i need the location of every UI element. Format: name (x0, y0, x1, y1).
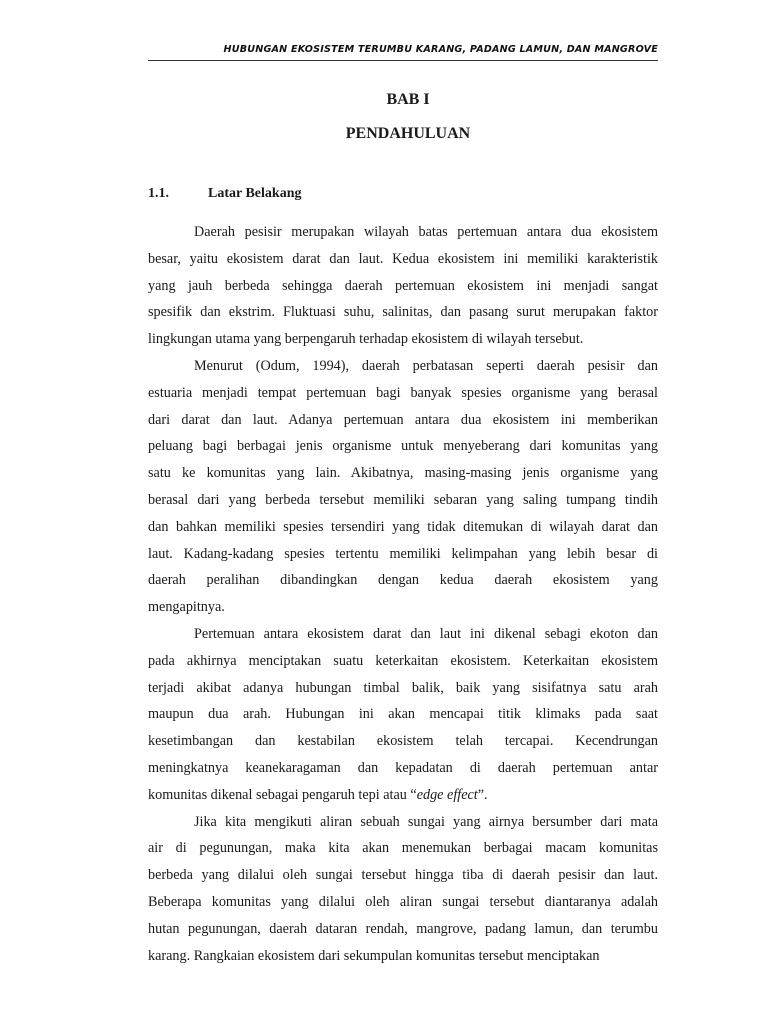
text-line (148, 648, 658, 675)
paragraph (148, 219, 658, 353)
line-text: Jika kita mengikuti aliran sebuah sungai yang airnya bersumber dari mata (194, 813, 658, 830)
text-line (148, 326, 658, 353)
text-line (148, 380, 658, 407)
text-line (148, 889, 658, 916)
paragraph (148, 621, 658, 809)
line-text: yang jauh berbeda sehingga daerah pertemuan ekosistem ini menjadi sangat (148, 277, 658, 294)
section-number: 1.1. (148, 186, 169, 201)
text-line (148, 728, 658, 755)
line-text: air di pegunungan, maka kita akan menemukan berbagai macam komunitas (148, 840, 658, 857)
text-line (148, 273, 658, 300)
line-text: meningkatnya keanekaragaman dan kepadatan di daerah pertemuan antar (148, 759, 658, 776)
line-text: kesetimbangan dan kestabilan ekosistem telah tercapai. Kecendrungan (148, 733, 658, 750)
line-text: maupun dua arah. Hubungan ini akan mencapai titik klimaks pada saat (148, 706, 658, 723)
text-line (148, 460, 658, 487)
line-text: spesifik dan ekstrim. Fluktuasi suhu, salinitas, dan pasang surut merupakan faktor (148, 304, 658, 321)
text-line (148, 675, 658, 702)
line-text: daerah peralihan dibandingkan dengan kedua daerah ekosistem yang (148, 572, 658, 589)
section-title: Latar Belakang (208, 186, 302, 201)
line-text: mengapitnya. (148, 599, 225, 616)
running-header: HUBUNGAN EKOSISTEM TERUMBU KARANG, PADANG LAMUN, DAN MANGROVE (223, 44, 658, 55)
line-text: Pertemuan antara ekosistem darat dan laut ini dikenal sebagi ekoton dan (194, 625, 658, 642)
line-text: komunitas dikenal sebagai pengaruh tepi atau “ (148, 786, 417, 803)
text-line (148, 943, 658, 970)
line-text: peluang bagi berbagai jenis organisme untuk menyeberang dari komunitas yang (148, 438, 658, 455)
text-line (148, 299, 658, 326)
text-line (148, 782, 658, 809)
paragraph (148, 809, 658, 970)
text-line (148, 567, 658, 594)
chapter-title: PENDAHULUAN (345, 125, 471, 142)
text-line (148, 514, 658, 541)
header-rule (148, 60, 658, 61)
text-line (148, 835, 658, 862)
line-text: laut. Kadang-kadang spesies tertentu memiliki kelimpahan yang lebih besar di (148, 545, 658, 562)
line-text: estuaria menjadi tempat pertemuan bagi banyak spesies organisme yang berasal (148, 384, 658, 401)
line-text: karang. Rangkaian ekosistem dari sekumpulan komunitas tersebut menciptakan (148, 947, 600, 964)
text-line (148, 246, 658, 273)
line-text: besar, yaitu ekosistem darat dan laut. Kedua ekosistem ini memiliki karakteristik (148, 250, 658, 267)
text-line (148, 621, 658, 648)
text-line (148, 862, 658, 889)
text-line (148, 407, 658, 434)
text-line (148, 219, 658, 246)
text-line (148, 809, 658, 836)
line-text: hutan pegunungan, daerah dataran rendah, mangrove, padang lamun, dan terumbu (148, 920, 658, 937)
text-line (148, 916, 658, 943)
text-line (148, 541, 658, 568)
closing-quote: ”. (477, 786, 488, 803)
line-text: Beberapa komunitas yang dilalui oleh aliran sungai tersebut diantaranya adalah (148, 893, 658, 910)
body-text (148, 219, 658, 969)
text-line (148, 755, 658, 782)
text-line (148, 433, 658, 460)
text-line (148, 701, 658, 728)
edge-effect-term: edge effect (416, 786, 478, 803)
text-line (148, 353, 658, 380)
line-text: dari darat dan laut. Adanya pertemuan antara dua ekosistem ini memberikan (148, 411, 658, 428)
line-text: dan bahkan memiliki spesies tersendiri yang tidak ditemukan di wilayah darat dan (148, 518, 658, 535)
line-text: Daerah pesisir merupakan wilayah batas pertemuan antara dua ekosistem (194, 224, 658, 240)
chapter-number: BAB I (386, 91, 430, 108)
line-text: pada akhirnya menciptakan suatu keterkaitan ekosistem. Keterkaitan ekosistem (148, 652, 658, 669)
paragraph (148, 353, 658, 621)
line-text: satu ke komunitas yang lain. Akibatnya, masing-masing jenis organisme yang (148, 465, 658, 482)
line-text: Menurut (Odum, 1994), daerah perbatasan seperti daerah pesisir dan (194, 357, 658, 374)
line-text: berbeda yang dilalui oleh sungai tersebut hingga tiba di daerah pesisir dan laut. (148, 867, 658, 884)
line-text: lingkungan utama yang berpengaruh terhadap ekosistem di wilayah tersebut. (148, 331, 584, 348)
line-text: terjadi akibat adanya hubungan timbal balik, baik yang sisifatnya satu arah (148, 679, 658, 696)
text-line (148, 594, 658, 621)
line-text: berasal dari yang berbeda tersebut memiliki sebaran yang saling tumpang tindih (148, 491, 658, 508)
text-line (148, 487, 658, 514)
